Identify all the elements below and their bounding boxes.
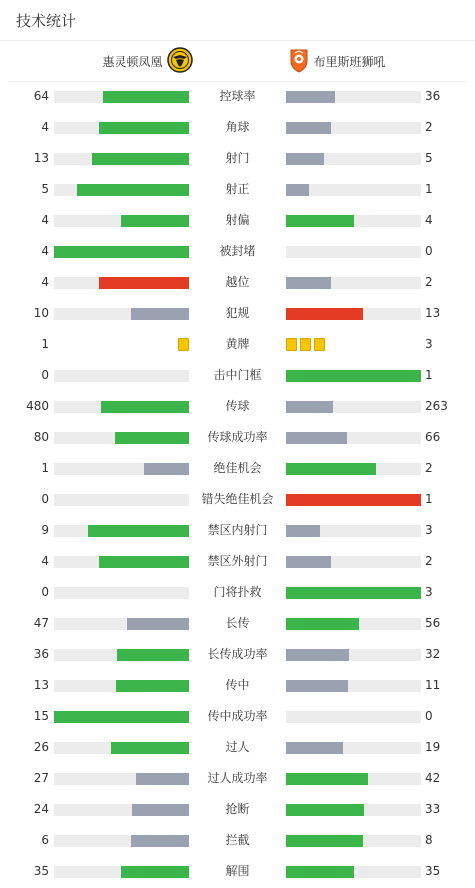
stat-label: 解围	[225, 864, 250, 878]
stat-row	[0, 267, 475, 298]
home-team-name: 惠灵顿凤凰	[102, 54, 163, 69]
home-bar-fill	[136, 773, 189, 785]
away-yellow-cards	[286, 338, 325, 351]
home-value: 80	[33, 430, 49, 444]
away-bar-track	[286, 184, 421, 196]
away-value: 3	[425, 585, 433, 599]
wellington-phoenix-logo-icon	[167, 47, 193, 76]
away-value: 2	[425, 120, 433, 134]
away-bar-fill	[286, 463, 376, 475]
away-value: 1	[425, 182, 433, 196]
away-bar-track	[286, 215, 421, 227]
home-bar-fill	[144, 463, 189, 475]
home-value: 480	[26, 399, 49, 413]
home-bar-track	[54, 370, 189, 382]
away-value: 3	[425, 337, 433, 351]
stat-row	[0, 732, 475, 763]
home-value: 64	[33, 89, 49, 103]
home-value: 0	[41, 585, 49, 599]
away-bar-track	[286, 308, 421, 320]
away-bar-track	[286, 680, 421, 692]
home-bar-track	[54, 184, 189, 196]
home-value: 26	[33, 740, 49, 754]
away-bar-track	[286, 401, 421, 413]
away-team-name: 布里斯班狮吼	[313, 54, 386, 69]
home-bar-track	[54, 246, 189, 258]
stat-row	[0, 174, 475, 205]
home-value: 1	[41, 461, 49, 475]
yellow-card-icon	[314, 338, 325, 351]
away-bar-fill	[286, 618, 359, 630]
home-bar-track	[54, 742, 189, 754]
home-value: 4	[41, 554, 49, 568]
home-bar-fill	[121, 215, 189, 227]
away-value: 2	[425, 275, 433, 289]
home-value: 4	[41, 120, 49, 134]
yellow-card-icon	[286, 338, 297, 351]
stat-row	[0, 763, 475, 794]
away-bar-track	[286, 618, 421, 630]
away-bar-fill	[286, 215, 354, 227]
away-bar-fill	[286, 432, 347, 444]
away-bar-fill	[286, 804, 364, 816]
home-bar-track	[54, 401, 189, 413]
away-value: 3	[425, 523, 433, 537]
away-bar-fill	[286, 494, 421, 506]
stat-row	[0, 453, 475, 484]
home-bar-track	[54, 463, 189, 475]
stat-label: 控球率	[219, 89, 256, 103]
away-value: 13	[425, 306, 441, 320]
away-bar-fill	[286, 866, 354, 878]
home-team[interactable]	[102, 41, 192, 81]
stat-row	[0, 546, 475, 577]
away-value: 263	[425, 399, 448, 413]
away-bar-track	[286, 370, 421, 382]
home-bar-track	[54, 525, 189, 537]
away-value: 0	[425, 709, 433, 723]
home-value: 0	[41, 368, 49, 382]
stat-label: 抢断	[225, 802, 250, 816]
home-value: 4	[41, 275, 49, 289]
away-bar-fill	[286, 556, 331, 568]
home-value: 5	[41, 182, 49, 196]
home-value: 13	[33, 151, 49, 165]
away-value: 1	[425, 492, 433, 506]
away-bar-fill	[286, 153, 324, 165]
stat-label: 传球	[225, 399, 250, 413]
away-bar-fill	[286, 401, 333, 413]
home-value: 47	[33, 616, 49, 630]
stat-label: 传中成功率	[207, 709, 268, 723]
stat-row	[0, 515, 475, 546]
away-bar-fill	[286, 308, 363, 320]
home-bar-track	[54, 153, 189, 165]
home-value: 4	[41, 213, 49, 227]
stat-label: 越位	[225, 275, 250, 289]
away-value: 11	[425, 678, 441, 692]
home-bar-track	[54, 432, 189, 444]
home-bar-fill	[121, 866, 189, 878]
away-bar-track	[286, 711, 421, 723]
stat-row	[0, 670, 475, 701]
away-value: 36	[425, 89, 441, 103]
home-bar-fill	[99, 122, 189, 134]
away-bar-fill	[286, 122, 331, 134]
away-value: 5	[425, 151, 433, 165]
stat-row	[0, 639, 475, 670]
stat-label: 过人成功率	[207, 771, 268, 785]
home-value: 24	[33, 802, 49, 816]
stat-label: 门将扑救	[213, 585, 262, 599]
home-bar-fill	[115, 432, 189, 444]
away-bar-track	[286, 866, 421, 878]
home-bar-track	[54, 773, 189, 785]
home-bar-track	[54, 804, 189, 816]
stat-label: 传球成功率	[207, 430, 268, 444]
away-bar-track	[286, 525, 421, 537]
away-value: 35	[425, 864, 441, 878]
stat-row	[0, 825, 475, 856]
stat-label: 射门	[225, 151, 250, 165]
home-bar-fill	[54, 711, 189, 723]
home-bar-track	[54, 618, 189, 630]
home-bar-fill	[131, 835, 189, 847]
stat-label: 射正	[225, 182, 250, 196]
stat-row	[0, 577, 475, 608]
away-value: 1	[425, 368, 433, 382]
stat-row	[0, 143, 475, 174]
stat-row	[0, 236, 475, 267]
stat-label: 拦截	[225, 833, 250, 847]
away-bar-track	[286, 277, 421, 289]
away-value: 66	[425, 430, 441, 444]
home-bar-fill	[77, 184, 189, 196]
home-bar-track	[54, 215, 189, 227]
home-bar-track	[54, 277, 189, 289]
away-bar-fill	[286, 525, 320, 537]
home-bar-fill	[117, 649, 189, 661]
away-value: 8	[425, 833, 433, 847]
home-bar-fill	[127, 618, 189, 630]
home-bar-fill	[101, 401, 189, 413]
away-bar-fill	[286, 91, 335, 103]
stat-label: 过人	[225, 740, 250, 754]
away-bar-track	[286, 153, 421, 165]
stat-label: 射偏	[225, 213, 250, 227]
away-bar-track	[286, 649, 421, 661]
away-bar-track	[286, 556, 421, 568]
stat-row	[0, 484, 475, 515]
away-bar-fill	[286, 587, 421, 599]
stat-row	[0, 298, 475, 329]
away-bar-fill	[286, 742, 343, 754]
stat-row	[0, 608, 475, 639]
stat-row	[0, 81, 475, 112]
home-bar-track	[54, 866, 189, 878]
away-bar-fill	[286, 680, 348, 692]
home-value: 15	[33, 709, 49, 723]
stat-label: 长传成功率	[207, 647, 268, 661]
home-bar-fill	[132, 804, 189, 816]
home-bar-track	[54, 587, 189, 599]
away-value: 42	[425, 771, 441, 785]
away-value: 32	[425, 647, 441, 661]
home-value: 36	[33, 647, 49, 661]
away-value: 33	[425, 802, 441, 816]
home-value: 13	[33, 678, 49, 692]
stat-row	[0, 391, 475, 422]
page-title: 技术统计	[16, 11, 77, 30]
away-bar-track	[286, 122, 421, 134]
stat-row	[0, 701, 475, 732]
stat-label: 传中	[225, 678, 250, 692]
home-bar-fill	[116, 680, 189, 692]
stat-row	[0, 422, 475, 453]
away-value: 2	[425, 554, 433, 568]
section-header	[0, 0, 475, 41]
stat-label: 绝佳机会	[213, 461, 262, 475]
away-bar-track	[286, 91, 421, 103]
stat-row	[0, 794, 475, 825]
stat-row	[0, 205, 475, 236]
stat-label: 禁区外射门	[207, 554, 268, 568]
away-bar-track	[286, 742, 421, 754]
away-bar-fill	[286, 370, 421, 382]
away-bar-track	[286, 463, 421, 475]
home-bar-fill	[111, 742, 189, 754]
home-bar-fill	[88, 525, 189, 537]
stat-row	[0, 112, 475, 143]
home-bar-track	[54, 494, 189, 506]
stat-row	[0, 856, 475, 887]
away-value: 4	[425, 213, 433, 227]
away-bar-track	[286, 804, 421, 816]
home-bar-track	[54, 680, 189, 692]
away-bar-fill	[286, 277, 331, 289]
home-value: 1	[41, 337, 49, 351]
away-value: 0	[425, 244, 433, 258]
stat-label: 击中门框	[213, 368, 262, 382]
yellow-card-icon	[300, 338, 311, 351]
home-bar-track	[54, 308, 189, 320]
away-team[interactable]	[288, 41, 386, 81]
stat-label: 禁区内射门	[207, 523, 268, 537]
home-value: 10	[33, 306, 49, 320]
away-value: 19	[425, 740, 441, 754]
away-bar-track	[286, 587, 421, 599]
stat-row	[0, 360, 475, 391]
away-bar-fill	[286, 649, 349, 661]
away-bar-fill	[286, 184, 309, 196]
away-value: 56	[425, 616, 441, 630]
stat-label: 长传	[225, 616, 250, 630]
home-value: 6	[41, 833, 49, 847]
home-bar-track	[54, 835, 189, 847]
home-value: 0	[41, 492, 49, 506]
home-value: 4	[41, 244, 49, 258]
stat-label: 角球	[225, 120, 250, 134]
home-value: 9	[41, 523, 49, 537]
brisbane-roar-logo-icon	[288, 47, 310, 76]
home-bar-fill	[54, 246, 189, 258]
away-bar-track	[286, 773, 421, 785]
teams-header	[8, 41, 467, 82]
away-bar-track	[286, 835, 421, 847]
home-bar-fill	[99, 556, 189, 568]
home-bar-track	[54, 122, 189, 134]
away-bar-fill	[286, 773, 368, 785]
yellow-card-icon	[178, 338, 189, 351]
stat-row	[0, 329, 475, 360]
home-yellow-cards	[178, 338, 189, 351]
stat-label: 被封堵	[219, 244, 256, 258]
home-value: 27	[33, 771, 49, 785]
home-bar-fill	[131, 308, 189, 320]
home-bar-track	[54, 649, 189, 661]
home-bar-fill	[99, 277, 189, 289]
home-bar-fill	[103, 91, 189, 103]
away-value: 2	[425, 461, 433, 475]
home-bar-track	[54, 91, 189, 103]
away-bar-track	[286, 494, 421, 506]
stat-label: 错失绝佳机会	[201, 492, 274, 506]
home-bar-fill	[92, 153, 189, 165]
stat-label: 犯规	[225, 306, 250, 320]
home-bar-track	[54, 556, 189, 568]
stat-label: 黄牌	[225, 337, 250, 351]
away-bar-track	[286, 246, 421, 258]
home-value: 35	[33, 864, 49, 878]
away-bar-track	[286, 432, 421, 444]
home-bar-track	[54, 711, 189, 723]
away-bar-fill	[286, 835, 363, 847]
